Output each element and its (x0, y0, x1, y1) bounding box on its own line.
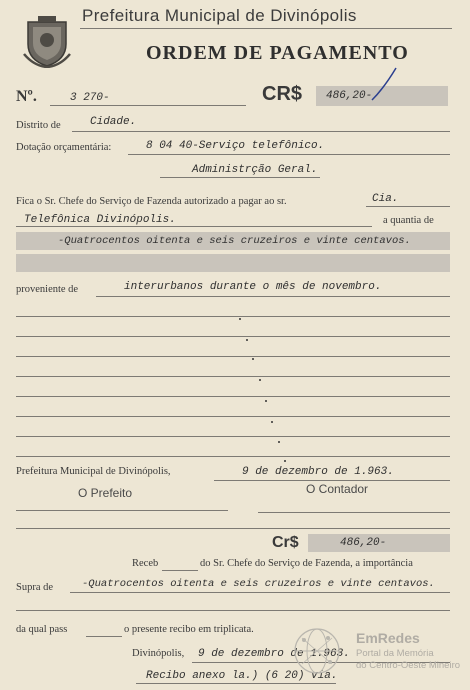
order-number-value: 3 270- (70, 92, 110, 104)
order-number-label: Nº. (16, 88, 37, 105)
budget-value: 8 04 40-Serviço telefônico. (146, 140, 325, 152)
which-label-b: o presente recibo em triplicata. (124, 624, 254, 635)
district-label: Distrito de (16, 120, 61, 131)
amount-label: a quantia de (383, 215, 434, 226)
received-label-b: do Sr. Chefe do Serviço de Fazenda, a importância (200, 558, 413, 569)
mayor-signature-label: O Prefeito (78, 486, 133, 500)
document-title: ORDEM DE PAGAMENTO (146, 42, 409, 64)
watermark (290, 622, 460, 682)
watermark-line1: Portal da Memória (356, 648, 434, 659)
receipt-place-label: Divinópolis, (132, 648, 185, 659)
district-value: Cidade. (90, 116, 137, 128)
municipal-crest-icon (22, 14, 72, 68)
which-label-a: da qual pass (16, 624, 68, 635)
order-amount-value: 486,20- (326, 90, 373, 102)
order-currency-label: CR$ (262, 83, 303, 105)
supra-value: -Quatrocentos oitenta e seis cruzeiros e vinte centavos. (82, 578, 435, 590)
origin-value: interurbanos durante o mês de novembro. (124, 281, 382, 293)
receipt-amount-value: 486,20- (340, 537, 387, 549)
signature-place-label: Prefeitura Municipal de Divinópolis, (16, 466, 171, 477)
origin-label: proveniente de (16, 284, 79, 295)
payee-part1: Cia. (372, 193, 399, 205)
budget-label: Dotação orçamentária: (16, 142, 112, 153)
municipality-name: Prefeitura Municipal de Divinópolis (82, 6, 357, 25)
pen-stroke-icon (370, 66, 400, 102)
receipt-date-value: 9 de dezembro de 1.963. (198, 648, 350, 660)
supra-label: Supra de (16, 582, 54, 593)
signature-date-value: 9 de dezembro de 1.963. (242, 466, 394, 478)
authorize-text: Fica o Sr. Chefe do Serviço de Fazenda autorizado a pagar ao sr. (16, 196, 287, 207)
watermark-brand: EmRedes (356, 630, 420, 646)
receipt-attached-value: Recibo anexo la.) (6 20) via. (146, 670, 338, 682)
amount-in-words: -Quatrocentos oitenta e seis cruzeiros e vinte centavos. (58, 235, 411, 247)
received-label-a: Receb (132, 558, 159, 569)
receipt-currency-label: Cr$ (272, 534, 299, 551)
budget-value-2: Administrção Geral. (192, 164, 318, 176)
accountant-signature-label: O Contador (306, 482, 369, 496)
watermark-line2: do Centro-Oeste Mineiro (356, 660, 461, 671)
globe-network-icon (290, 624, 344, 678)
payee-part2: Telefônica Divinópolis. (24, 214, 176, 226)
